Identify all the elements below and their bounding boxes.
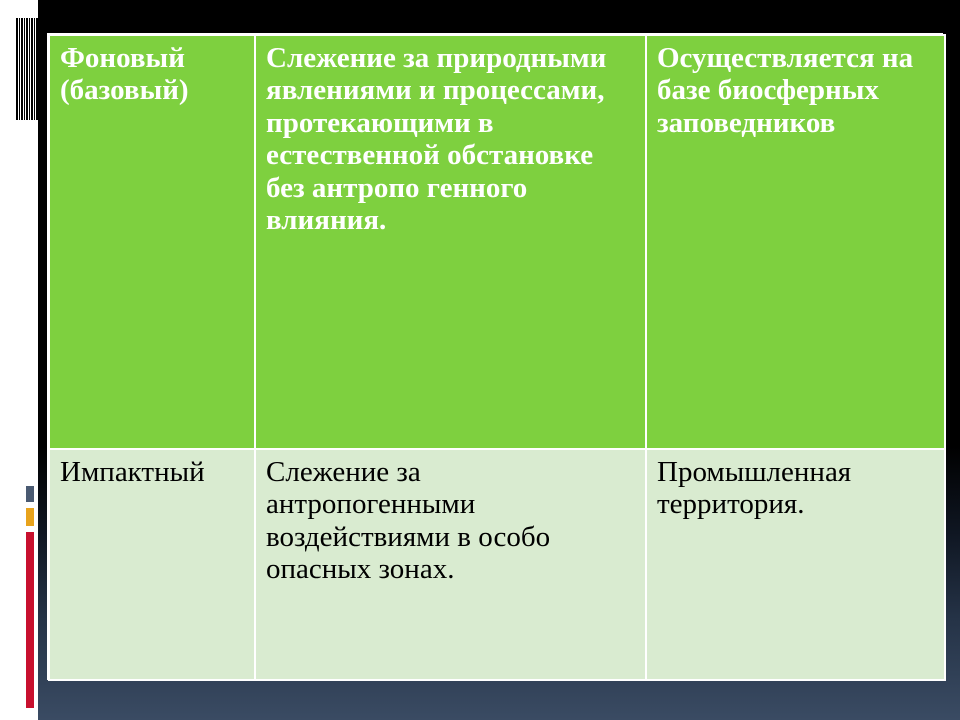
cell-type: Импактный [49, 449, 255, 680]
table-row-impact-monitoring [49, 449, 945, 680]
orange-mark [26, 508, 34, 526]
cell-type: Фоновый (базовый) [49, 35, 255, 449]
cell-location: Промышленная территория. [646, 449, 945, 680]
barcode-decoration [16, 18, 38, 120]
left-decorative-strip [0, 0, 38, 720]
blue-mark [26, 486, 34, 502]
red-mark [26, 532, 34, 708]
cell-location: Осуществляется на базе биосферных заповедников [646, 35, 945, 449]
table-row-background-monitoring [49, 35, 945, 449]
cell-description: Слежение за антропогенными воздействиями в особо опасных зонах. [255, 449, 646, 680]
monitoring-table [47, 33, 943, 680]
cell-description: Слежение за природными явлениями и процессами, протекающими в естественной обстановке без антропо генного влияния. [255, 35, 646, 449]
